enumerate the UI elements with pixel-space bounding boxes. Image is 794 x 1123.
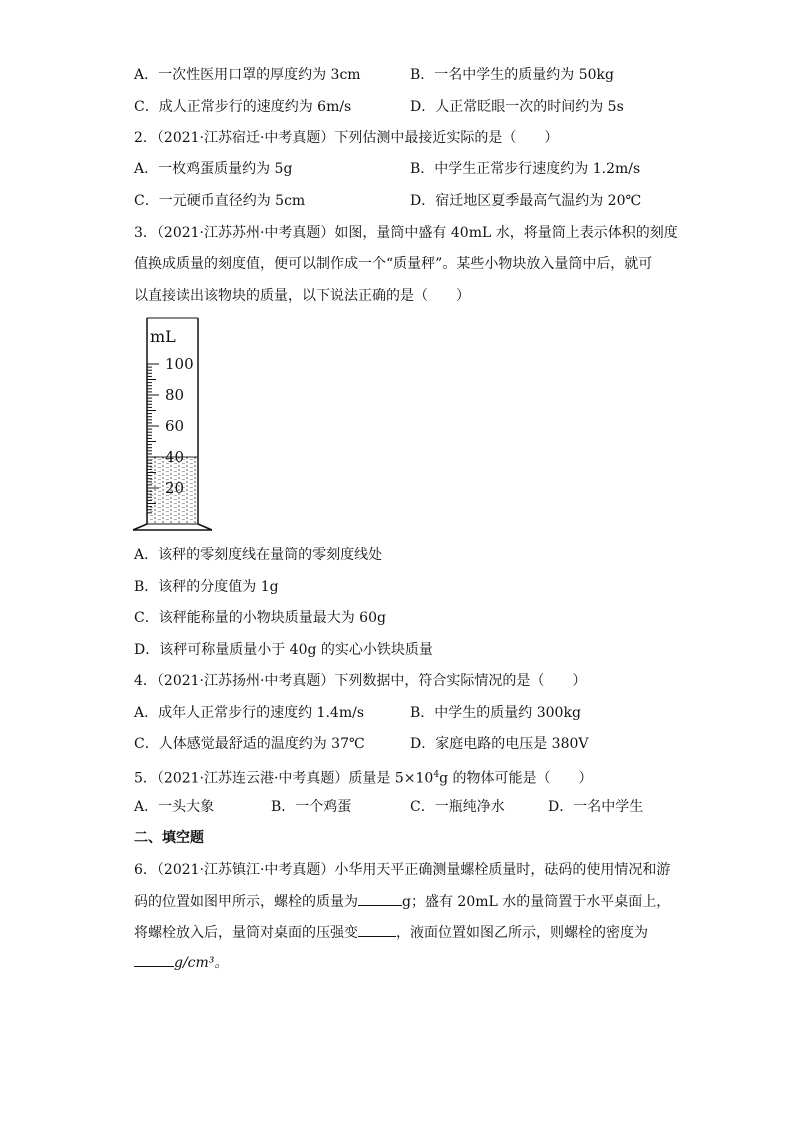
q6-density-unit: g/cm³。 — [174, 955, 229, 971]
q4-option-a: A．成年人正常步行的速度约 1.4m/s — [134, 705, 365, 721]
q3-option-d: D．该秤可称量质量小于 40g 的实心小铁块质量 — [134, 642, 433, 658]
graduated-cylinder-drawing — [130, 312, 220, 538]
tick-label-40: 40 — [165, 448, 185, 466]
tick-label-80: 80 — [165, 386, 185, 404]
q6-line4 — [134, 952, 228, 973]
q6-line3 — [134, 922, 648, 943]
q4-option-d: D．家庭电路的电压是 380V — [410, 736, 589, 752]
q2-option-a: A．一枚鸡蛋质量约为 5g — [134, 161, 293, 177]
q3-option-c: C．该秤能称量的小物块质量最大为 60g — [134, 610, 386, 626]
q6-line3-pre: 将螺栓放入后，量筒对桌面的压强变 — [134, 925, 358, 941]
q2-option-d: D．宿迁地区夏季最高气温约为 20℃ — [410, 193, 642, 209]
section-title-fill-in: 二、填空题 — [134, 830, 204, 846]
tick-label-60: 60 — [165, 417, 185, 435]
q2-stem: 2．（2021·江苏宿迁·中考真题）下列估测中最接近实际的是（ ） — [134, 130, 559, 146]
cylinder-base-left — [133, 524, 147, 530]
q1-option-a: A．一次性医用口罩的厚度约为 3cm — [134, 67, 361, 83]
q5-option-c: C．一瓶纯净水 — [410, 799, 505, 815]
q5-stem-pre: 5．（2021·江苏连云港·中考真题）质量是 5×10 — [134, 770, 434, 787]
q5-stem — [134, 765, 593, 789]
tick-label-20: 20 — [165, 479, 185, 497]
q5-option-d: D．一名中学生 — [548, 799, 644, 815]
q6-blank-mass[interactable] — [358, 891, 402, 906]
q4-option-b: B．中学生的质量约 300kg — [410, 705, 581, 721]
q3-stem-line3: 以直接读出该物块的质量，以下说法正确的是（ ） — [134, 288, 470, 304]
q6-line1: 6．（2021·江苏镇江·中考真题）小华用天平正确测量螺栓质量时，砝码的使用情况和游 — [134, 862, 671, 878]
q3-option-b: B．该秤的分度值为 1g — [134, 579, 279, 595]
q6-line3-post: ，液面位置如图乙所示，则螺栓的密度为 — [396, 925, 648, 941]
q5-stem-exponent: 4 — [433, 770, 440, 780]
graduated-cylinder-figure — [130, 312, 220, 538]
q1-option-d: D．人正常眨眼一次的时间约为 5s — [410, 99, 624, 115]
q4-stem: 4．（2021·江苏扬州·中考真题）下列数据中，符合实际情况的是（ ） — [134, 673, 587, 689]
q6-line2 — [134, 891, 670, 912]
q6-blank-density[interactable] — [134, 952, 174, 967]
q6-line2-pre: 码的位置如图甲所示，螺栓的质量为 — [134, 894, 358, 910]
cylinder-base-right — [198, 524, 212, 530]
q1-option-b: B．一名中学生的质量约为 50kg — [410, 67, 614, 83]
tick-label-100: 100 — [165, 355, 194, 373]
q5-option-b: B．一个鸡蛋 — [271, 799, 352, 815]
q2-option-b: B．中学生正常步行速度约为 1.2m/s — [410, 161, 641, 177]
q5-option-a: A．一头大象 — [134, 799, 215, 815]
q6-line2-post: g；盛有 20mL 水的量筒置于水平桌面上， — [402, 894, 671, 910]
unit-label: mL — [150, 327, 176, 346]
q3-stem-line1: 3．（2021·江苏苏州·中考真题）如图，量筒中盛有 40mL 水，将量筒上表示体积的刻度 — [134, 225, 678, 241]
q3-option-a: A．该秤的零刻度线在量筒的零刻度线处 — [134, 547, 383, 563]
q2-option-c: C．一元硬币直径约为 5cm — [134, 193, 306, 209]
q1-option-c: C．成人正常步行的速度约为 6m/s — [134, 99, 352, 115]
q6-blank-pressure[interactable] — [358, 922, 396, 937]
q4-option-c: C．人体感觉最舒适的温度约为 37℃ — [134, 736, 365, 752]
q3-stem-line2: 值换成质量的刻度值，便可以制作成一个“质量秤”。某些小物块放入量筒中后，就可 — [134, 256, 653, 272]
q5-stem-post: g 的物体可能是（ ） — [439, 770, 593, 787]
